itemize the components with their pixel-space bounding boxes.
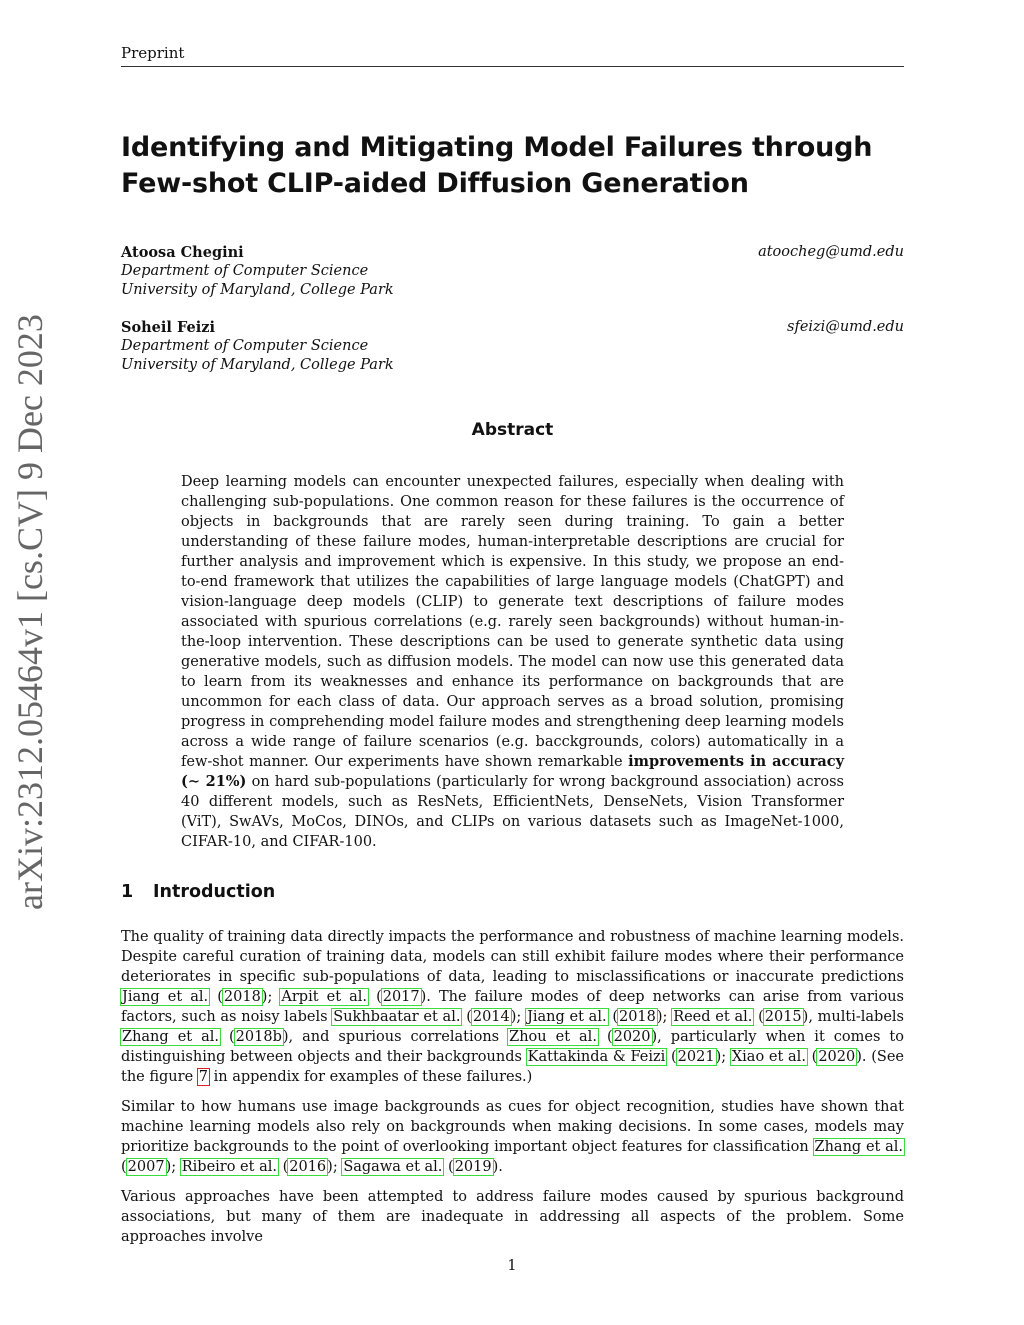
paragraph-3: Various approaches have been attempted to address failure modes caused by spurious background associations, but many of them are inadequate in addressing all aspects of the problem. Some approaches involve xyxy=(121,1189,904,1245)
author-name: Atoosa Chegini xyxy=(121,244,244,261)
citation-link[interactable]: 2019 xyxy=(454,1159,492,1175)
citation-link[interactable]: 2018 xyxy=(618,1009,656,1025)
author-email[interactable]: atoocheg@umd.edu xyxy=(758,244,904,260)
citation-link[interactable]: Zhou et al. xyxy=(509,1029,597,1045)
citation-link[interactable]: Sagawa et al. xyxy=(343,1159,443,1175)
author-block-2 xyxy=(121,318,904,375)
citation-link[interactable]: Arpit et al. xyxy=(281,989,367,1005)
arxiv-sidebar-stamp: arXiv:2312.05464v1 [cs.CV] 9 Dec 2023 xyxy=(10,314,50,910)
citation-link[interactable]: Reed et al. xyxy=(673,1009,753,1025)
paper-title: Identifying and Mitigating Model Failures through Few-shot CLIP-aided Diffusion Generation xyxy=(121,132,873,199)
paragraph-2: Similar to how humans use image backgrounds as cues for object recognition, studies have shown that machine learning models also rely on backgrounds when making decisions. In some cases, models may prioritize backgrounds to the point of overlooking important object features for classification Zhang et al. (2007); Ribeiro et al. (2016); Sagawa et al. (2019). xyxy=(121,1099,904,1175)
author-department: Department of Computer Science xyxy=(121,338,369,354)
running-header: Preprint xyxy=(121,44,185,62)
abstract-text: Deep learning models can encounter unexpected failures, especially when dealing with challenging sub-populations. One common reason for these failures is the occurrence of objects in backgrounds that are rarely seen during training. To gain a better understanding of these failure modes, human-interpretable descriptions are crucial for further analysis and improvement which is expensive. In this study, we propose an end-to-end framework that utilizes the capabilities of large language models (ChatGPT) and vision-language deep models (CLIP) to generate text descriptions of failure modes associated with spurious correlations (e.g. rarely seen backgrounds) without human-in-the-loop intervention. These descriptions can be used to generate synthetic data using generative models, such as diffusion models. The model can now use this generated data to learn from its weaknesses and enhance its performance on backgrounds that are uncommon for each class of data. Our approach serves as a broad solution, promising progress in comprehending model failure modes and strengthening deep learning models across a wide range of failure scenarios (e.g. bacckgrounds, colors) automatically in a few-shot manner. Our experiments have shown remarkable xyxy=(181,474,844,770)
citation-link[interactable]: Jiang et al. xyxy=(122,989,209,1005)
abstract-body xyxy=(181,472,844,852)
section-title: Introduction xyxy=(153,882,276,902)
author-name: Soheil Feizi xyxy=(121,319,215,336)
author-block-1 xyxy=(121,243,904,300)
citation-link[interactable]: Zhang et al. xyxy=(814,1139,904,1155)
author-department: Department of Computer Science xyxy=(121,263,369,279)
abstract-text: on hard sub-populations (particularly for wrong background association) across 40 different models, such as ResNets, EfficientNets, DenseNets, Vision Transformer (ViT), SwAVs, MoCos, DINOs, and CLIPs on various datasets such as ImageNet-1000, CIFAR-10, and CIFAR-100. xyxy=(181,774,844,850)
citation-link[interactable]: 2021 xyxy=(677,1049,715,1065)
author-university: University of Maryland, College Park xyxy=(121,357,394,373)
section-heading xyxy=(121,882,275,902)
citation-link[interactable]: 2018 xyxy=(223,989,261,1005)
citation-link[interactable]: 2015 xyxy=(764,1009,802,1025)
citation-link[interactable]: Jiang et al. xyxy=(527,1009,607,1025)
citation-link[interactable]: Ribeiro et al. xyxy=(181,1159,277,1175)
header-rule xyxy=(121,66,904,67)
author-university: University of Maryland, College Park xyxy=(121,282,394,298)
page-number: 1 xyxy=(507,1258,517,1274)
section-number: 1 xyxy=(121,882,134,902)
citation-link[interactable]: Xiao et al. xyxy=(731,1049,806,1065)
citation-link[interactable]: 2020 xyxy=(613,1029,651,1045)
abstract-highlight: improvements in accuracy (∼ 21%) xyxy=(181,753,845,790)
citation-link[interactable]: 2018b xyxy=(235,1029,282,1045)
abstract-heading: Abstract xyxy=(471,420,554,440)
citation-link[interactable]: 2007 xyxy=(127,1159,165,1175)
author-email[interactable]: sfeizi@umd.edu xyxy=(787,319,904,335)
citation-link[interactable]: 2020 xyxy=(818,1049,856,1065)
citation-link[interactable]: Kattakinda & Feizi xyxy=(527,1049,666,1065)
citation-link[interactable]: 2017 xyxy=(382,989,420,1005)
citation-link[interactable]: Zhang et al. xyxy=(122,1029,219,1045)
citation-link[interactable]: Sukhbaatar et al. xyxy=(333,1009,461,1025)
paragraph-1: The quality of training data directly impacts the performance and robustness of machine learning models. Despite careful curation of training data, models can still exhibit failure modes where their performance deteriorates in specific sub-populations of data, leading to misclassifications or inaccurate predictions Jiang et al. (2018); Arpit et al. (2017). The failure modes of deep networks can arise from various factors, such as noisy labels Sukhbaatar et al. (2014); Jiang et al. (2018); Reed et al. (2015), multi-labels Zhang et al. (2018b), and spurious correlations Zhou et al. (2020), particularly when it comes to distinguishing between objects and their backgrounds Kattakinda & Feizi (2021); Xiao et al. (2020). (See the figure 7 in appendix for examples of these failures.) xyxy=(121,929,904,1085)
figure-reference-link[interactable]: 7 xyxy=(198,1069,209,1085)
citation-link[interactable]: 2016 xyxy=(289,1159,327,1175)
citation-link[interactable]: 2014 xyxy=(472,1009,510,1025)
